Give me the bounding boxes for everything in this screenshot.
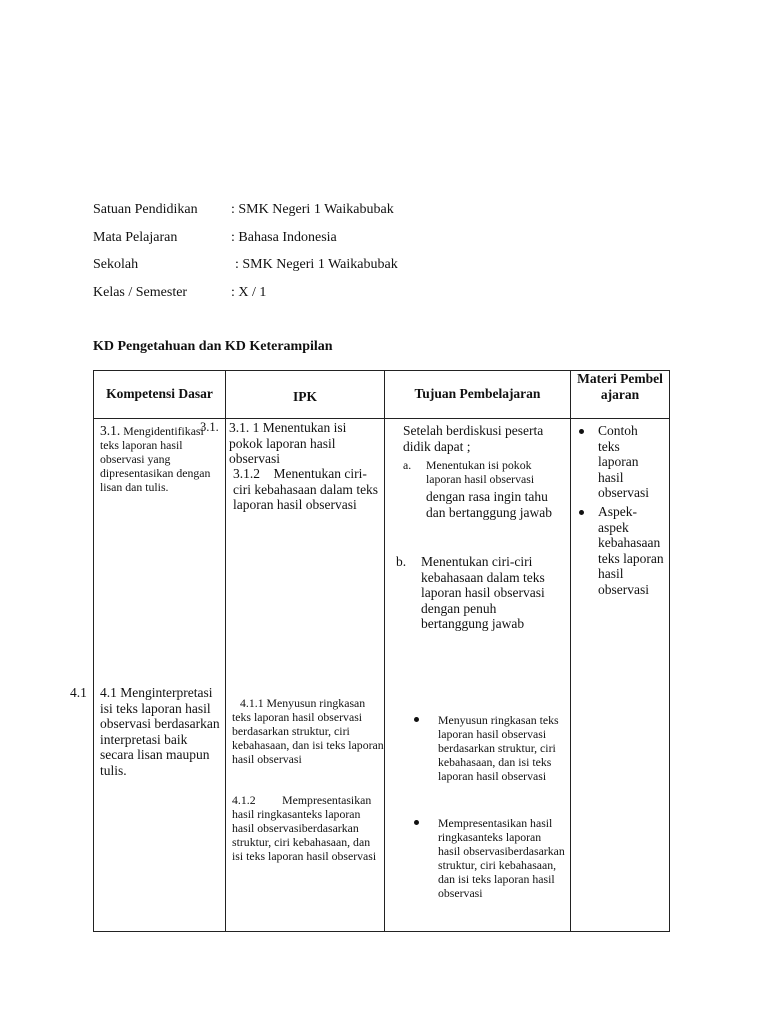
info-value-sekolah: : SMK Negeri 1 Waikabubak [235, 257, 398, 272]
ipk-4-1-2 [232, 793, 382, 863]
ipk-3-1-2-number: 3.1.2 [233, 466, 260, 481]
tujuan-intro: Setelah berdiskusi peserta didik dapat ; [403, 423, 544, 454]
bullet-icon [414, 820, 419, 825]
header-materi: Materi Pembelajaran [577, 371, 663, 402]
tujuan-a-small: Menentukan isi pokok laporan hasil observasi [426, 458, 535, 486]
tujuan-b-text: Menentukan ciri-ciri kebahasaan dalam teks laporan hasil observasi dengan penuh bertanggung jawab [421, 554, 545, 631]
table-col-border [570, 370, 571, 932]
bullet-icon [579, 429, 584, 434]
info-label-satuan: Satuan Pendidikan [93, 202, 198, 217]
tujuan-a-rest: dengan rasa ingin tahu dan bertanggung jawab [426, 489, 552, 520]
bullet-icon [414, 717, 419, 722]
ipk-margin-number: 3.1. [200, 420, 219, 434]
header-ipk: IPK [292, 389, 317, 404]
kd-3-1-number: 3.1. [100, 423, 121, 438]
ipk-3-1-1: 3.1. 1 Menentukan isi pokok laporan hasil observasi [229, 420, 347, 466]
kd-3-1-text: Mengidentifikasi teks laporan hasil observasi yang dipresentasikan dengan lisan dan tulis. [100, 424, 211, 494]
header-kompetensi-dasar: Kompetensi Dasar [106, 386, 213, 401]
ipk-4-1-2-number: 4.1.2 [232, 793, 256, 807]
tujuan-a-marker: a. [403, 458, 412, 472]
section-title: KD Pengetahuan dan KD Keterampilan [93, 339, 333, 354]
ipk-4-1-2-text: Mempresentasikan hasil ringkasanteks laporan hasil observasiberdasarkan struktur, ciri kebahasaan, dan isi teks laporan hasil observasi [232, 793, 377, 863]
tujuan-b-marker: b. [396, 554, 407, 569]
tujuan-bullet-2: Mempresentasikan hasil ringkasanteks laporan hasil observasiberdasarkan struktur, ciri kebahasaan, dan isi teks laporan hasil observasi [438, 816, 565, 900]
info-label-mapel: Mata Pelajaran [93, 230, 178, 245]
table-header-border [93, 418, 670, 419]
table-col-border [669, 370, 670, 932]
ipk-3-1-2 [233, 466, 381, 513]
kd-4-1-outer-number: 4.1 [70, 685, 87, 700]
table-bottom-border [93, 931, 670, 932]
info-label-sekolah: Sekolah [93, 257, 139, 272]
info-value-mapel: : Bahasa Indonesia [231, 230, 337, 245]
tujuan-bullet-1: Menyusun ringkasan teks laporan hasil observasi berdasarkan struktur, ciri kebahasaan, dan isi teks laporan hasil observasi [438, 713, 559, 783]
header-tujuan: Tujuan Pembelajaran [414, 386, 541, 401]
kd-4-1: 4.1 Menginterpretasi isi teks laporan hasil observasi berdasarkan interpretasi baik secara lisan maupun tulis. [100, 685, 220, 778]
ipk-3-1-2-text: Menentukan ciri-ciri kebahasaan dalam teks laporan hasil observasi [233, 466, 379, 512]
bullet-icon [579, 510, 584, 515]
materi-item-2: Aspek-aspek kebahasaan teks laporan hasil observasi [598, 504, 664, 597]
materi-item-1: Contoh teks laporan hasil observasi [598, 423, 649, 500]
table-col-border [225, 370, 226, 932]
table-col-border [93, 370, 94, 932]
info-label-kelas: Kelas / Semester [93, 285, 188, 300]
info-value-satuan: : SMK Negeri 1 Waikabubak [231, 202, 394, 217]
table-col-border [384, 370, 385, 932]
ipk-4-1-1: 4.1.1 Menyusun ringkasan teks laporan hasil observasi berdasarkan struktur, ciri kebahasaan, dan isi teks laporan hasil observasi [232, 696, 384, 766]
info-value-kelas: : X / 1 [231, 285, 267, 300]
